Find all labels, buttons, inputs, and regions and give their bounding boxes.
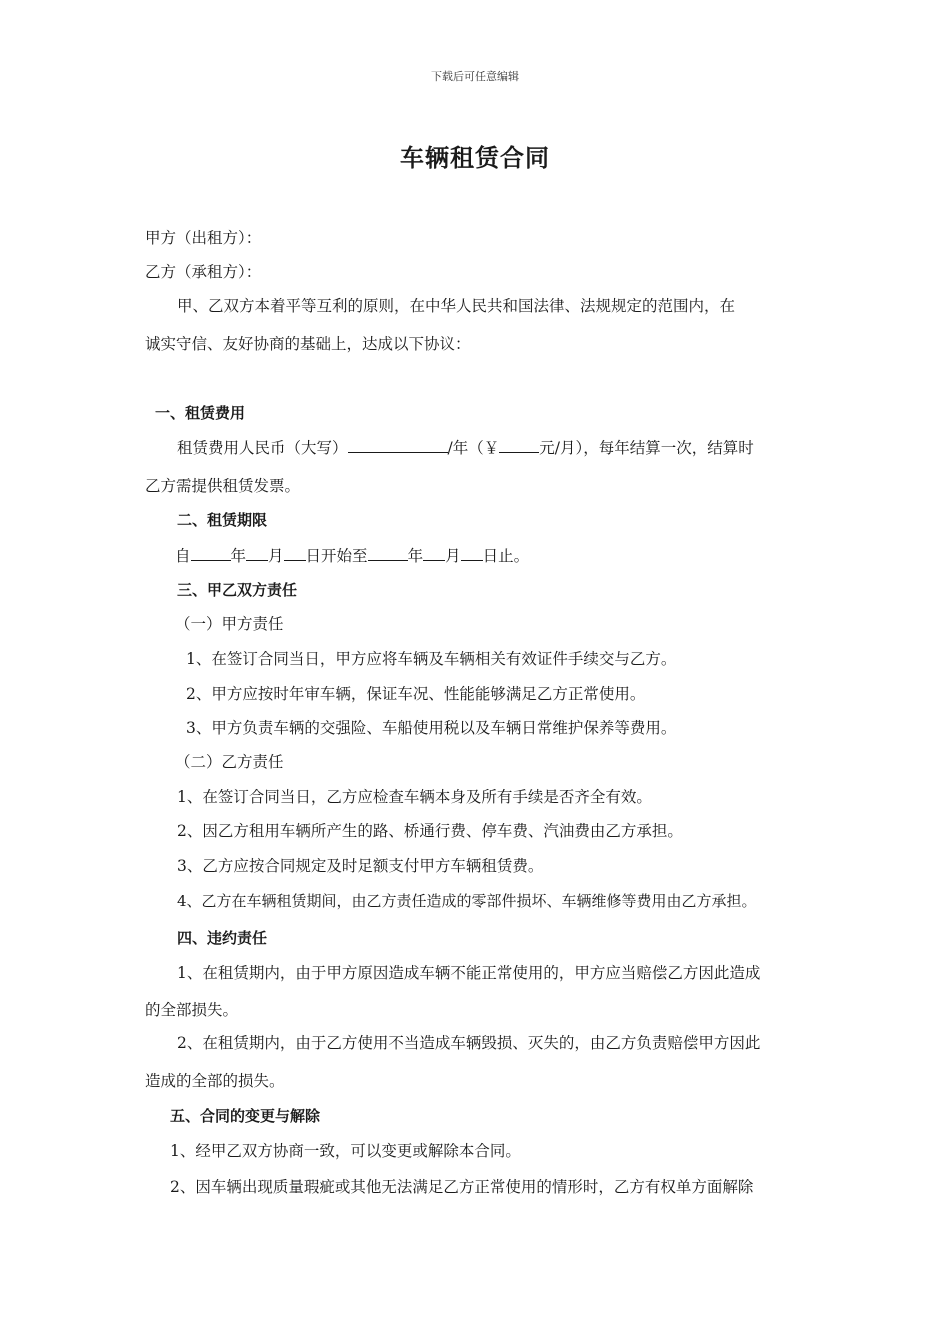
party-b-duties-heading: （二）乙方责任 — [175, 753, 284, 771]
rent-fee-text-a: 租赁费用人民币（大写） — [177, 439, 348, 457]
rent-fee-text-c: 元/月），每年结算一次，结算时 — [539, 439, 754, 457]
party-a-label: 甲方（出租方）： — [145, 229, 262, 247]
breach-item-2-line-2: 造成的全部的损失。 — [145, 1072, 285, 1090]
preamble-line-1: 甲、乙双方本着平等互利的原则，在中华人民共和国法律、法规规定的范围内，在 — [177, 297, 736, 315]
term-text: 月 — [445, 547, 461, 565]
preamble-line-2: 诚实守信、友好协商的基础上，达成以下协议： — [145, 335, 471, 353]
party-a-duties-heading: （一）甲方责任 — [175, 615, 284, 633]
party-a-duty-item: 3、甲方负责车辆的交强险、车船使用税以及车辆日常维护保养等费用。 — [186, 719, 677, 737]
party-b-duty-item: 4、乙方在车辆租赁期间，由乙方责任造成的零部件损坏、车辆维修等费用由乙方承担。 — [177, 892, 757, 910]
start-day-blank[interactable] — [284, 545, 306, 561]
start-month-blank[interactable] — [246, 545, 268, 561]
rent-fee-line — [177, 437, 754, 458]
party-b-duty-item: 1、在签订合同当日，乙方应检查车辆本身及所有手续是否齐全有效。 — [177, 788, 652, 806]
lease-term-line — [175, 545, 529, 566]
breach-item-2-line-1: 2、在租赁期内，由于乙方使用不当造成车辆毁损、灭失的，由乙方负责赔偿甲方因此 — [177, 1034, 761, 1052]
section-2-heading: 二、租赁期限 — [177, 511, 268, 529]
rent-fee-text-b: /年（￥ — [447, 439, 500, 457]
term-text: 年 — [230, 547, 247, 565]
end-year-blank[interactable] — [368, 545, 408, 561]
rent-amount-blank[interactable] — [348, 437, 448, 453]
section-1-heading: 一、租赁费用 — [155, 404, 246, 422]
party-a-duty-item: 1、在签订合同当日，甲方应将车辆及车辆相关有效证件手续交与乙方。 — [186, 650, 677, 668]
term-text: 年 — [407, 547, 424, 565]
end-month-blank[interactable] — [423, 545, 445, 561]
breach-item-1-line-2: 的全部损失。 — [145, 1001, 239, 1019]
termination-item: 1、经甲乙双方协商一致，可以变更或解除本合同。 — [170, 1142, 521, 1160]
term-text: 自 — [175, 547, 191, 565]
contract-title: 车辆租赁合同 — [400, 144, 550, 172]
monthly-amount-blank[interactable] — [499, 437, 539, 453]
party-a-duty-item: 2、甲方应按时年审车辆，保证车况、性能能够满足乙方正常使用。 — [186, 685, 646, 703]
section-4-heading: 四、违约责任 — [177, 929, 268, 947]
invoice-line: 乙方需提供租赁发票。 — [145, 477, 301, 495]
start-year-blank[interactable] — [191, 545, 231, 561]
party-b-duty-item: 3、乙方应按合同规定及时足额支付甲方车辆租赁费。 — [177, 857, 544, 875]
termination-item: 2、因车辆出现质量瑕疵或其他无法满足乙方正常使用的情形时，乙方有权单方面解除 — [170, 1178, 754, 1196]
page-header-note: 下载后可任意编辑 — [431, 70, 519, 83]
term-text: 日止。 — [482, 547, 530, 565]
party-b-label: 乙方（承租方）： — [145, 263, 262, 281]
section-5-heading: 五、合同的变更与解除 — [170, 1107, 321, 1125]
end-day-blank[interactable] — [461, 545, 483, 561]
party-b-duty-item: 2、因乙方租用车辆所产生的路、桥通行费、停车费、汽油费由乙方承担。 — [177, 822, 683, 840]
term-text: 日开始至 — [305, 547, 368, 565]
breach-item-1-line-1: 1、在租赁期内，由于甲方原因造成车辆不能正常使用的，甲方应当赔偿乙方因此造成 — [177, 964, 761, 982]
term-text: 月 — [268, 547, 284, 565]
section-3-heading: 三、甲乙双方责任 — [177, 581, 298, 599]
